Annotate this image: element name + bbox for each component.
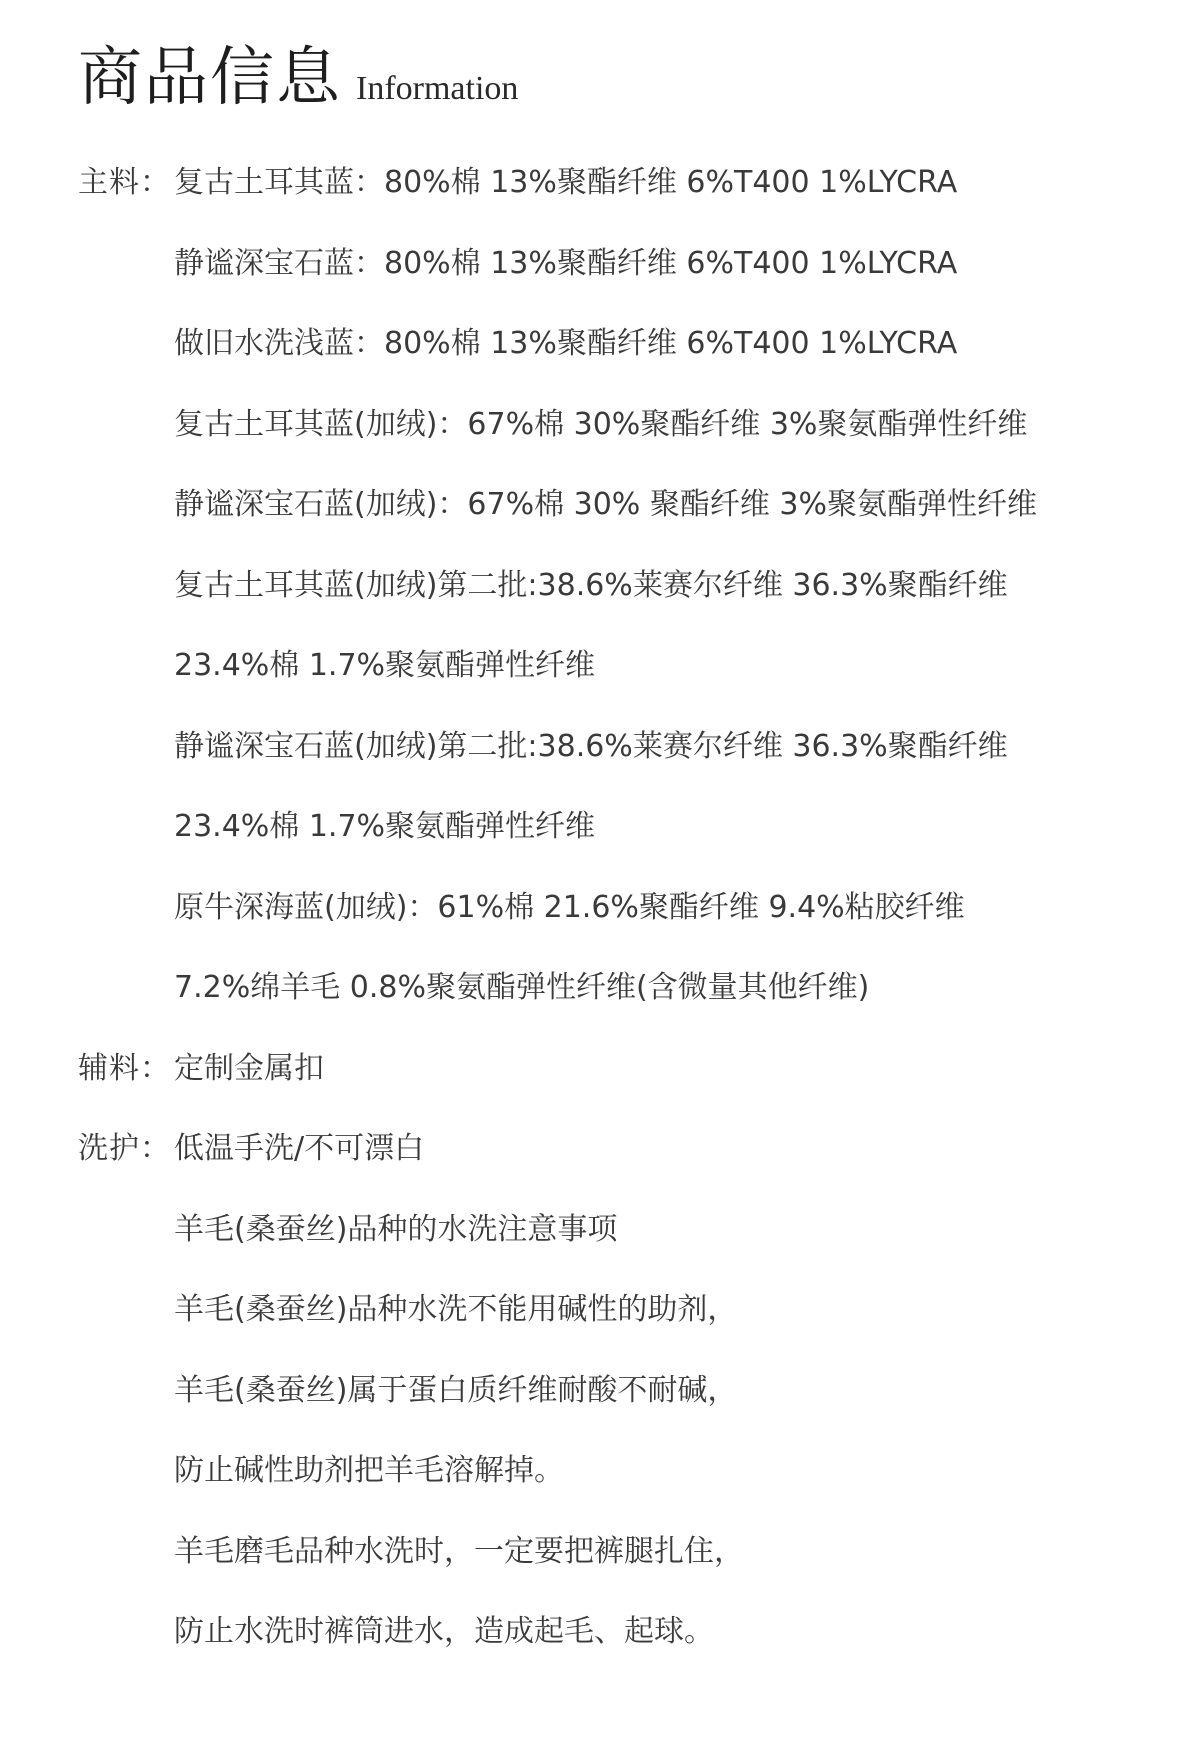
product-info (78, 162, 1178, 1692)
care-line: 羊毛(桑蚕丝)品种水洗不能用碱性的助剂， (174, 1292, 738, 1327)
material-line: 原牛深海蓝(加绒)：61%棉 21.6%聚酯纤维 9.4%粘胶纤维 (174, 889, 965, 925)
care-line: 防止碱性助剂把羊毛溶解掉。 (174, 1453, 564, 1488)
care-row (78, 1450, 1178, 1531)
page-subtitle: Information (356, 70, 519, 107)
main-material-row (78, 967, 1178, 1048)
main-material-row (78, 243, 1178, 324)
care-row (78, 1531, 1178, 1612)
material-line: 静谧深宝石蓝(加绒)：67%棉 30% 聚酯纤维 3%聚氨酯弹性纤维 (174, 487, 1037, 522)
main-material-label: 主料： (78, 165, 171, 200)
material-line: 静谧深宝石蓝(加绒)第二批:38.6%莱赛尔纤维 36.3%聚酯纤维 (174, 728, 1008, 764)
care-row (78, 1611, 1178, 1692)
care-row (78, 1289, 1178, 1370)
main-material-row (78, 887, 1178, 968)
page-title: 商品信息 (78, 41, 342, 115)
material-line: 静谧深宝石蓝：80%棉 13%聚酯纤维 6%T400 1%LYCRA (174, 245, 958, 281)
material-line: 复古土耳其蓝：80%棉 13%聚酯纤维 6%T400 1%LYCRA (174, 165, 958, 200)
main-material-row (78, 162, 1178, 243)
main-material-row (78, 484, 1178, 565)
care-line: 羊毛(桑蚕丝)属于蛋白质纤维耐酸不耐碱， (174, 1372, 738, 1408)
material-line: 7.2%绵羊毛 0.8%聚氨酯弹性纤维(含微量其他纤维) (174, 970, 870, 1005)
care-row (78, 1128, 1178, 1209)
care-line: 羊毛(桑蚕丝)品种的水洗注意事项 (174, 1211, 618, 1247)
main-material-row (78, 806, 1178, 887)
main-material-row (78, 645, 1178, 726)
main-material-row (78, 323, 1178, 404)
accessories-line: 定制金属扣 (174, 1050, 324, 1086)
care-line: 防止水洗时裤筒进水，造成起毛、起球。 (174, 1614, 714, 1649)
material-line: 23.4%棉 1.7%聚氨酯弹性纤维 (174, 809, 596, 844)
care-row (78, 1370, 1178, 1451)
main-material-row (78, 404, 1178, 485)
material-line: 做旧水洗浅蓝：80%棉 13%聚酯纤维 6%T400 1%LYCRA (174, 326, 958, 361)
material-line: 复古土耳其蓝(加绒)：67%棉 30%聚酯纤维 3%聚氨酯弹性纤维 (174, 406, 1028, 442)
care-line: 低温手洗/不可漂白 (174, 1131, 425, 1166)
care-label: 洗护： (78, 1131, 171, 1166)
care-row (78, 1209, 1178, 1290)
main-material-row (78, 726, 1178, 807)
page-header (78, 26, 518, 118)
material-line: 复古土耳其蓝(加绒)第二批:38.6%莱赛尔纤维 36.3%聚酯纤维 (174, 567, 1008, 603)
accessories-label: 辅料： (78, 1050, 171, 1086)
accessories-row (78, 1048, 1178, 1129)
main-material-row (78, 565, 1178, 646)
material-line: 23.4%棉 1.7%聚氨酯弹性纤维 (174, 648, 596, 683)
care-line: 羊毛磨毛品种水洗时，一定要把裤腿扎住， (174, 1533, 744, 1569)
